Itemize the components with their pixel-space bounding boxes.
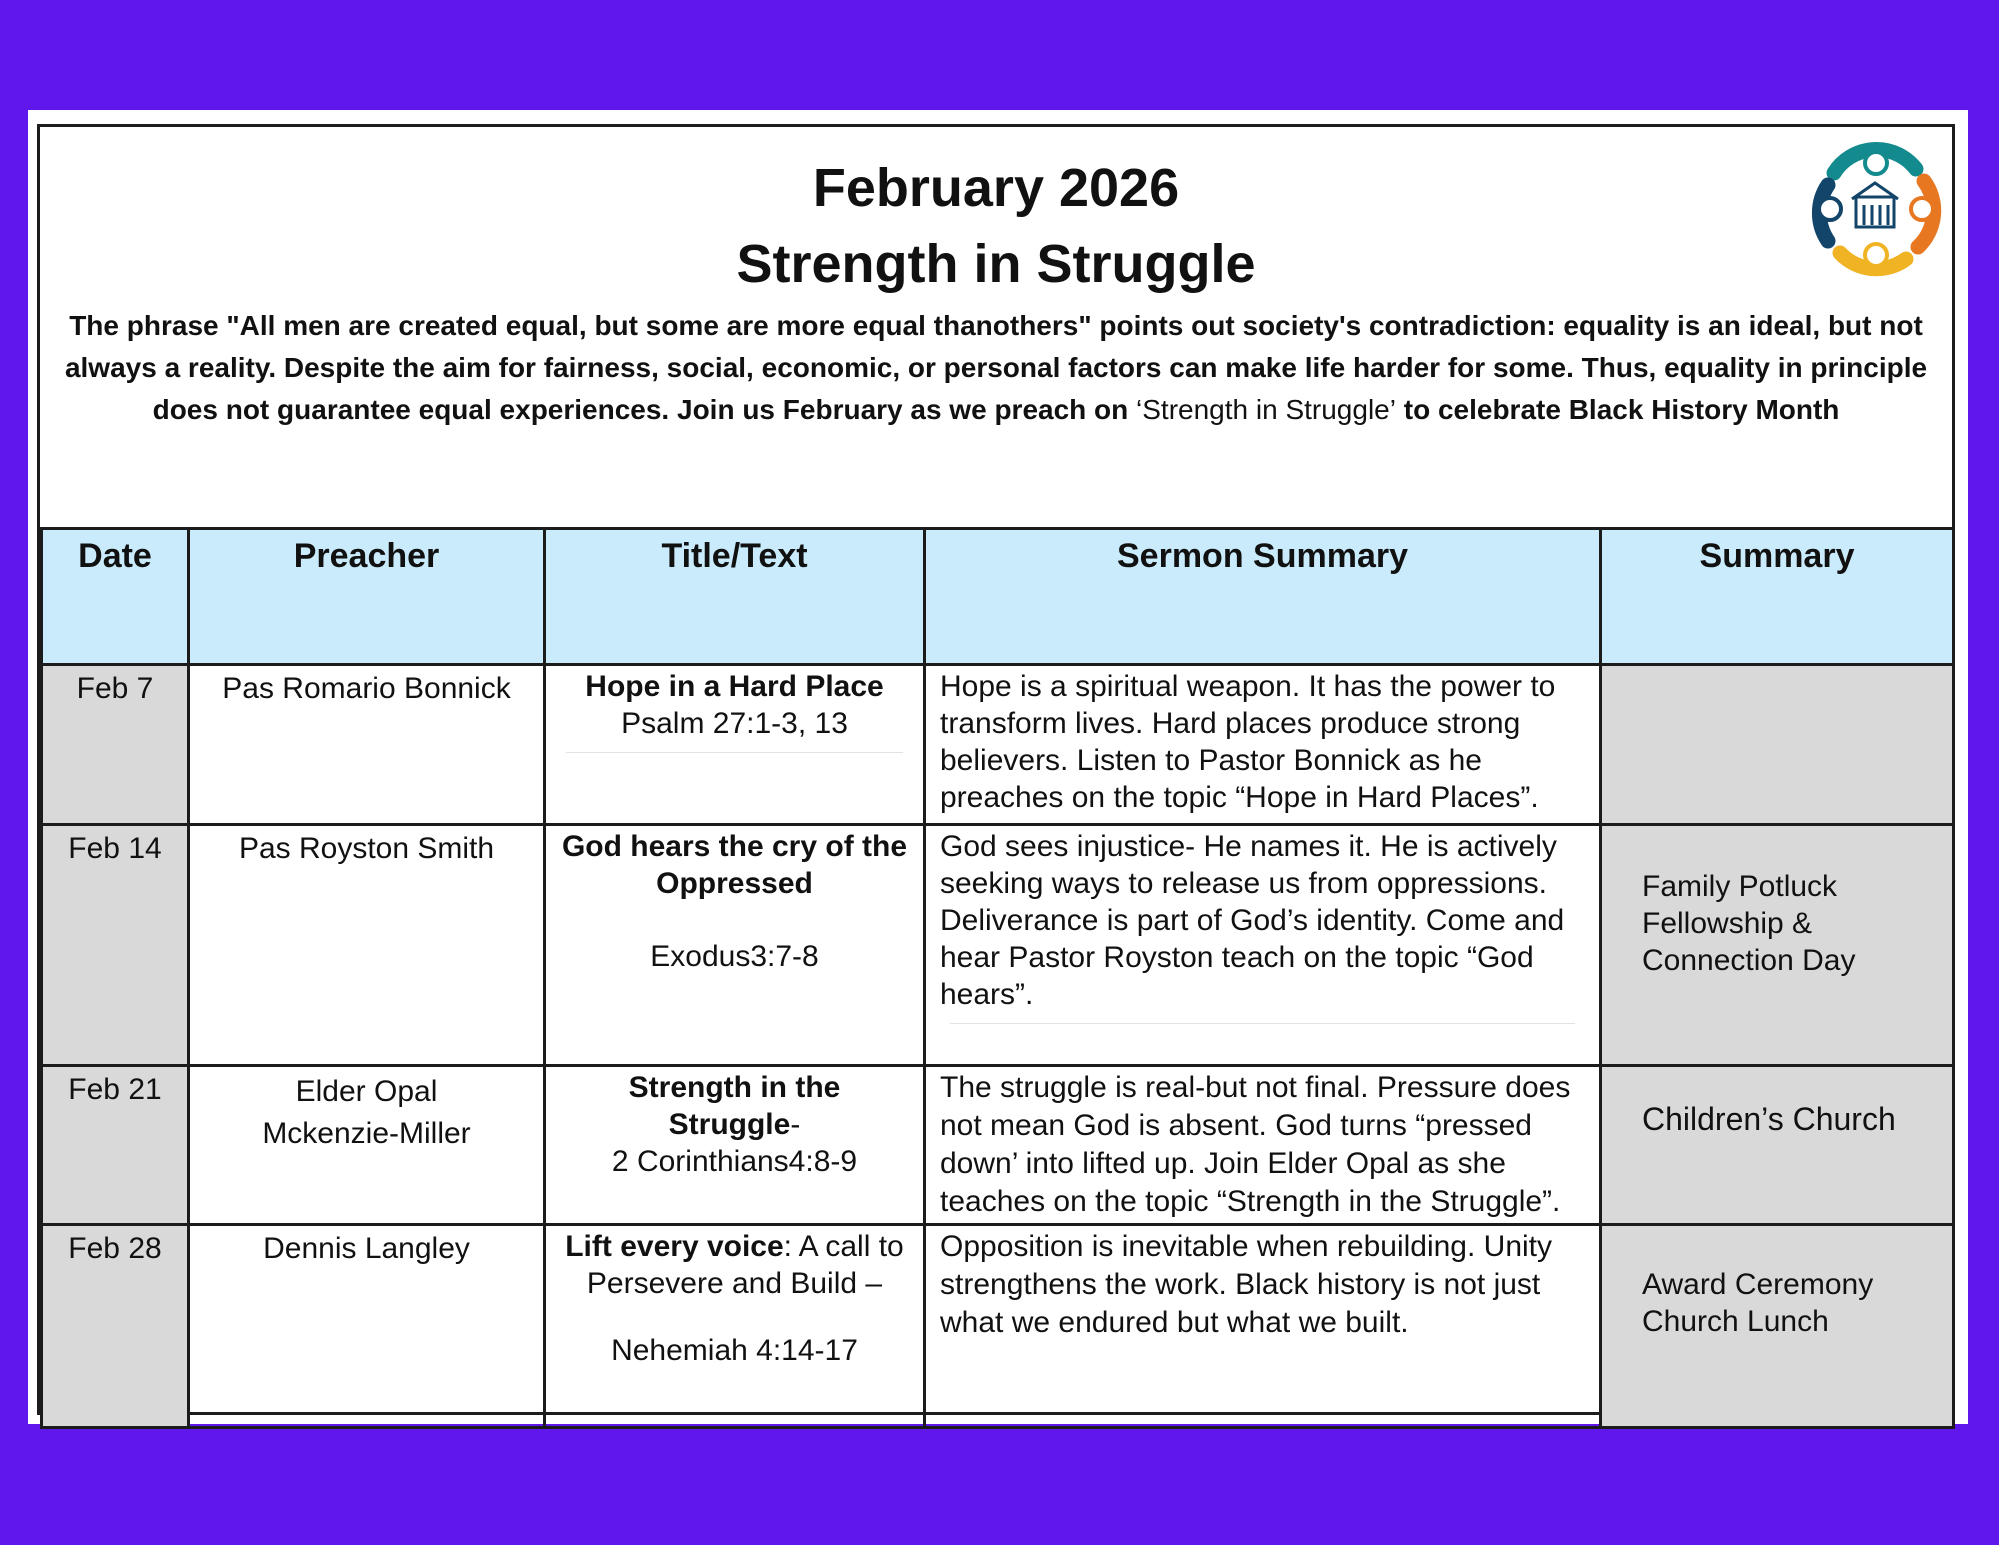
table-row — [42, 665, 1954, 825]
scripture-text: 2 Corinthians4:8-9 — [611, 1145, 858, 1178]
preacher-cell — [189, 1066, 545, 1225]
theme-title: Strength in Struggle — [736, 234, 1256, 294]
preacher-name: Elder Opal Mckenzie-Miller — [262, 1075, 471, 1150]
sermon-title: God hears the cry of the Oppressed — [561, 830, 908, 900]
title-cell — [545, 825, 925, 1066]
column-header: Preacher — [189, 529, 545, 665]
intro-main: The phrase "All men are created equal, but some are more equal thanothers" points out society's contradiction: equality is an ideal, but not always a reality. Despite the aim for fairness, social, economic, or personal factors can make life harder for some. Thus, equality in principle does not guarantee equal experiences. Join us February as we preach on — [64, 310, 1928, 425]
title-cell — [545, 1066, 925, 1225]
sermon-title: Lift every voice: A call to Persevere and Build – — [565, 1230, 904, 1300]
sermon-title: Strength in the Struggle- — [628, 1071, 841, 1141]
summary-cell — [1601, 1225, 1954, 1428]
month-title: February 2026 — [812, 158, 1180, 218]
flyer-frame — [37, 124, 1955, 1415]
sermon-summary-cell: Opposition is inevitable when rebuilding. Unity strengthens the work. Black history is not just what we endured but what we built. — [925, 1225, 1601, 1428]
flyer-header — [40, 127, 1952, 527]
column-header: Date — [42, 529, 189, 665]
intro-paragraph — [64, 305, 1928, 431]
summary-text: Family Potluck Fellowship & Connection Day — [1642, 870, 1856, 977]
summary-cell — [1601, 825, 1954, 1066]
title-cell — [545, 1225, 925, 1428]
scripture-text: Nehemiah 4:14-17 — [611, 1334, 858, 1367]
summary-text: Award Ceremony Church Lunch — [1642, 1268, 1874, 1338]
divider — [566, 752, 903, 753]
column-header: Summary — [1601, 529, 1954, 665]
preacher-cell: Dennis Langley — [189, 1225, 545, 1428]
table-header-row — [42, 529, 1954, 665]
scripture-text: Exodus3:7-8 — [650, 940, 819, 973]
intro-end: to celebrate Black History Month — [1403, 394, 1840, 425]
sermon-summary-cell — [925, 825, 1601, 1066]
preacher-cell: Pas Royston Smith — [189, 825, 545, 1066]
sermon-summary-cell: The struggle is real-but not final. Pressure does not mean God is absent. God turns “pressed down’ into lifted up. Join Elder Opal as she teaches on the topic “Strength in the Struggle”. — [925, 1066, 1601, 1225]
date-cell: Feb 21 — [42, 1066, 189, 1225]
church-community-logo-icon — [1806, 139, 1946, 279]
summary-cell — [1601, 665, 1954, 825]
date-cell: Feb 7 — [42, 665, 189, 825]
date-cell: Feb 28 — [42, 1225, 189, 1428]
summary-cell — [1601, 1066, 1954, 1225]
preacher-cell: Pas Romario Bonnick — [189, 665, 545, 825]
sermon-summary-text: God sees injustice- He names it. He is actively seeking ways to release us from oppressions. Deliverance is part of God’s identity. Come and hear Pastor Royston teach on the topic “God hears”. — [940, 830, 1565, 1011]
summary-text: Children’s Church — [1642, 1101, 1896, 1137]
table-row — [42, 1225, 1954, 1428]
divider — [950, 1023, 1575, 1024]
preaching-schedule-table — [40, 527, 1955, 1429]
table-row — [42, 825, 1954, 1066]
flyer-sheet — [28, 110, 1968, 1424]
sermon-title: Hope in a Hard Place — [585, 670, 884, 703]
scripture-text: Psalm 27:1-3, 13 — [621, 707, 848, 740]
date-cell: Feb 14 — [42, 825, 189, 1066]
intro-theme-quote: ‘Strength in Struggle’ — [1136, 394, 1396, 425]
sermon-summary-cell: Hope is a spiritual weapon. It has the power to transform lives. Hard places produce strong believers. Listen to Pastor Bonnick as he preaches on the topic “Hope in Hard Places”. — [925, 665, 1601, 825]
table-row — [42, 1066, 1954, 1225]
title-cell — [545, 665, 925, 825]
column-header: Sermon Summary — [925, 529, 1601, 665]
column-header: Title/Text — [545, 529, 925, 665]
